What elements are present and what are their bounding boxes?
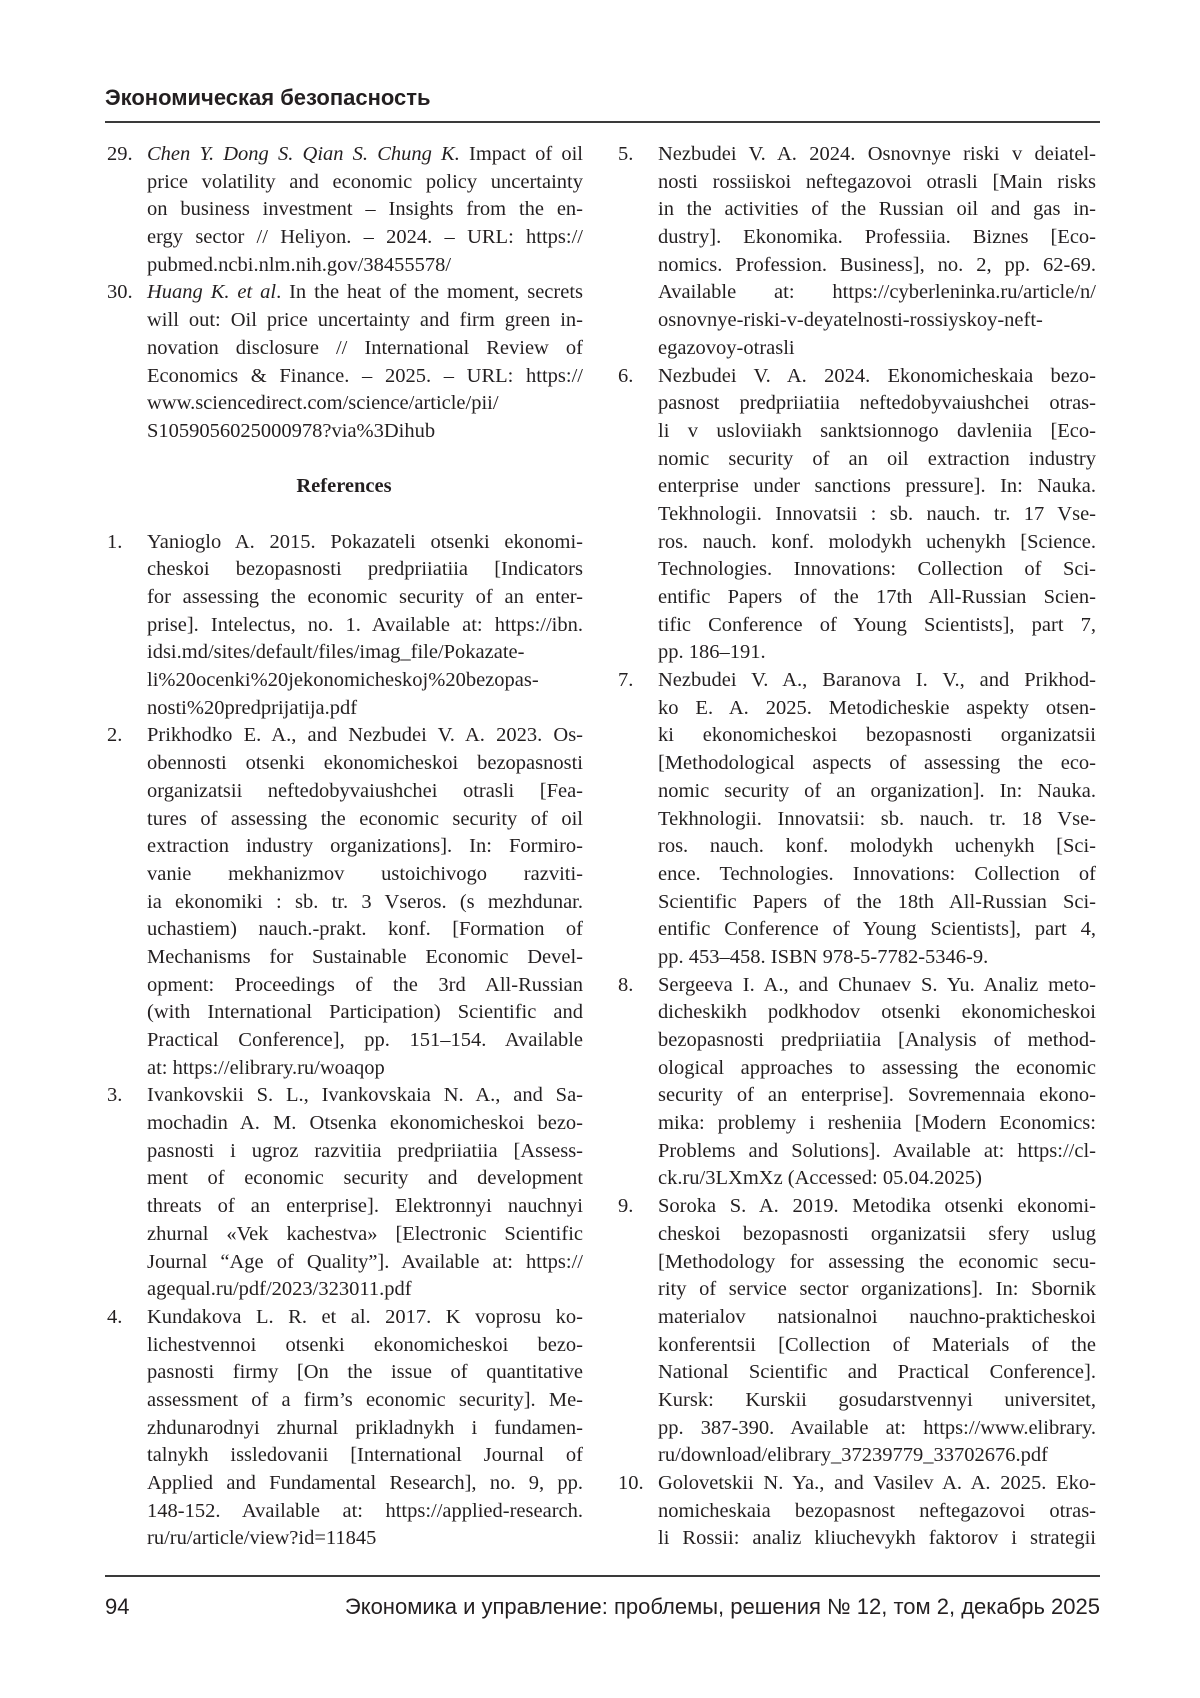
reference-text: threats of an enterprise]. Elektronnyi nauchnyi: [147, 1195, 583, 1218]
reference-line: [616, 1498, 1096, 1526]
reference-text: zhurnal «Vek kachestva» [Electronic Scientific: [147, 1222, 583, 1245]
reference-text: Yanioglo A. 2015. Pokazateli otsenki ekonomi-: [147, 530, 583, 553]
reference-text: uchastiem) nauch.-prakt. konf. [Formation of: [147, 918, 583, 941]
reference-text: Sergeeva I. A., and Chunaev S. Yu. Analiz meto-: [658, 973, 1096, 996]
reference-line: [616, 418, 1096, 446]
reference-text: cheskoi bezopasnosti predpriiatiia [Indicators: [147, 558, 583, 581]
reference-text: nomicheskaia bezopasnost neftegazovoi otras-: [658, 1499, 1096, 1522]
reference-line: [616, 1470, 1096, 1498]
page-number: 94: [105, 1594, 130, 1619]
reference-text: 148-152. Available at: https://applied-research.: [147, 1499, 583, 1522]
reference-number: 3.: [107, 1084, 123, 1107]
reference-line: [105, 778, 583, 806]
reference-line: [616, 169, 1096, 197]
reference-text: Ivankovskii S. L., Ivankovskaia N. A., and Sa-: [147, 1084, 583, 1107]
reference-text: prise]. Intelectus, no. 1. Available at: https://ibn.: [147, 613, 583, 636]
reference-text: (with International Participation) Scientific and: [147, 1001, 583, 1024]
reference-text: price volatility and economic policy uncertainty: [147, 170, 583, 193]
reference-line: [616, 224, 1096, 252]
reference-text: nomic security of an organization]. In: Nauka.: [658, 779, 1096, 802]
reference-text: egazovoy-otrasli: [658, 336, 795, 359]
reference-line: [105, 1249, 583, 1277]
reference-line: [105, 1359, 583, 1387]
reference-text: ki ekonomicheskoi bezopasnosti organizatsii: [658, 724, 1096, 747]
reference-line: [105, 1165, 583, 1193]
reference-line: [616, 1415, 1096, 1443]
reference-text: dustry]. Ekonomika. Professiia. Biznes [Eco-: [658, 226, 1096, 249]
reference-entry: [105, 1304, 583, 1553]
reference-text: nosti%20predprijatija.pdf: [147, 696, 358, 719]
reference-line: [105, 279, 583, 307]
reference-column-left: [105, 141, 583, 1553]
reference-line: [105, 196, 583, 224]
reference-text: [Methodological aspects of assessing the eco-: [658, 752, 1096, 775]
reference-entry: [105, 1082, 583, 1304]
reference-entry: [616, 1470, 1096, 1553]
reference-line: [105, 1332, 583, 1360]
reference-line: [616, 141, 1096, 169]
reference-number: 29.: [107, 143, 133, 165]
reference-text: www.sciencedirect.com/science/article/pii/: [147, 392, 499, 415]
reference-line: [616, 833, 1096, 861]
reference-text: agequal.ru/pdf/2023/323011.pdf: [147, 1278, 412, 1301]
reference-line: [105, 418, 583, 446]
reference-line: [105, 612, 583, 640]
reference-line: [105, 141, 583, 169]
reference-text: assessment of a firm’s economic security]. Me-: [147, 1388, 583, 1411]
reference-line: [616, 1276, 1096, 1304]
reference-line: [616, 335, 1096, 363]
reference-text: ia ekonomiki : sb. tr. 3 Vseros. (s mezhdunar.: [147, 890, 583, 913]
reference-line: [616, 1138, 1096, 1166]
reference-number: 2.: [107, 724, 123, 747]
reference-line: [105, 1138, 583, 1166]
reference-number: 7.: [618, 669, 634, 692]
reference-line: [616, 667, 1096, 695]
reference-line: [105, 1276, 583, 1304]
reference-line: [105, 390, 583, 418]
reference-text: tures of assessing the economic security of oil: [147, 807, 583, 830]
reference-line: [616, 778, 1096, 806]
reference-line: [616, 1193, 1096, 1221]
reference-entry: [616, 972, 1096, 1194]
reference-text: bezopasnosti predpriiatiia [Analysis of method-: [658, 1029, 1096, 1051]
reference-text: osnovnye-riski-v-deyatelnosti-rossiyskoy-neft-: [658, 309, 1043, 332]
reference-text: ru/download/elibrary_37239779_33702676.pdf: [658, 1444, 1049, 1467]
reference-text: mochadin A. M. Otsenka ekonomicheskoi bezo-: [147, 1112, 583, 1135]
reference-text: vanie mekhanizmov ustoichivogo razviti-: [147, 862, 583, 885]
reference-line: [105, 833, 583, 861]
reference-text: Technologies. Innovations: Collection of Sci-: [658, 558, 1096, 581]
reference-text: Soroka S. A. 2019. Metodika otsenki ekonomi-: [658, 1195, 1096, 1218]
reference-number: 30.: [107, 281, 133, 304]
header-divider: [105, 121, 1100, 123]
reference-line: [616, 1525, 1096, 1553]
reference-text: on business investment – Insights from the en-: [147, 198, 583, 221]
reference-text: lichestvennoi otsenki ekonomicheskoi bezo-: [147, 1333, 583, 1356]
reference-text: Kursk: Kurskii gosudarstvennyi universitet,: [658, 1388, 1096, 1411]
reference-line: [105, 556, 583, 584]
reference-entry: [105, 141, 583, 279]
reference-text: pasnost predpriiatiia neftedobyvaiushchei otras-: [658, 392, 1096, 415]
reference-text: Kundakova L. R. et al. 2017. K voprosu ko-: [147, 1305, 583, 1328]
reference-line: [105, 861, 583, 889]
reference-line: [105, 695, 583, 723]
reference-text: novation disclosure // International Review of: [147, 336, 583, 359]
reference-number: 6.: [618, 364, 634, 387]
reference-entry: [616, 667, 1096, 972]
reference-text: Available at: https://cyberleninka.ru/article/n/: [658, 281, 1096, 304]
reference-text: li%20ocenki%20jekonomicheskoj%20bezopas-: [147, 669, 539, 692]
reference-text: Nezbudei V. A. 2024. Ekonomicheskaia bezo-: [658, 364, 1096, 387]
reference-authors: Huang K. et al: [147, 281, 277, 304]
reference-line: [105, 722, 583, 750]
reference-authors: Chen Y. Dong S. Qian S. Chung K.: [147, 143, 460, 165]
reference-line: [105, 889, 583, 917]
reference-line: [616, 1082, 1096, 1110]
reference-line: [616, 1027, 1096, 1055]
reference-entry: [105, 279, 583, 445]
reference-entry: [105, 529, 583, 723]
reference-column-right: [616, 141, 1096, 1553]
reference-entry: [616, 1193, 1096, 1470]
reference-line: [105, 1498, 583, 1526]
reference-text: Tekhnologii. Innovatsii : sb. nauch. tr. 17 Vse-: [658, 502, 1096, 525]
reference-line: [105, 169, 583, 197]
reference-line: [105, 363, 583, 391]
reference-text: ros. nauch. konf. molodykh uchenykh [Sci-: [658, 835, 1096, 858]
reference-line: [616, 1165, 1096, 1193]
reference-text: pp. 453–458. ISBN 978-5-7782-5346-9.: [658, 945, 989, 968]
reference-line: [616, 446, 1096, 474]
reference-line: [105, 1110, 583, 1138]
reference-line: [616, 363, 1096, 391]
reference-line: [616, 1359, 1096, 1387]
reference-text: ment of economic security and development: [147, 1167, 583, 1190]
reference-line: [616, 196, 1096, 224]
reference-line: [105, 806, 583, 834]
reference-line: [105, 1221, 583, 1249]
reference-text: konferentsii [Collection of Materials of the: [658, 1333, 1096, 1356]
reference-line: [105, 307, 583, 335]
reference-text: tific Conference of Young Scientists], part 7,: [658, 613, 1096, 636]
reference-line: [105, 1304, 583, 1332]
reference-line: [616, 252, 1096, 280]
reference-line: [616, 1304, 1096, 1332]
reference-line: [105, 999, 583, 1027]
reference-text: S1059056025000978?via%3Dihub: [147, 419, 436, 442]
reference-line: [105, 1525, 583, 1553]
reference-line: [616, 1387, 1096, 1415]
reference-text: National Scientific and Practical Conference].: [658, 1361, 1096, 1384]
reference-line: [105, 584, 583, 612]
reference-line: [105, 1387, 583, 1415]
reference-text: Applied and Fundamental Research], no. 9, pp.: [147, 1472, 583, 1494]
reference-line: [616, 473, 1096, 501]
reference-text: in the activities of the Russian oil and gas in-: [658, 198, 1096, 221]
reference-text: Tekhnologii. Innovatsii: sb. nauch. tr. 18 Vse-: [658, 807, 1096, 830]
reference-text: enterprise under sanctions pressure]. In: Nauka.: [658, 475, 1096, 498]
reference-text: talnykh issledovanii [International Journal of: [147, 1444, 583, 1467]
reference-line: [616, 861, 1096, 889]
reference-line: [105, 529, 583, 557]
reference-text: Problems and Solutions]. Available at: https://cl-: [658, 1139, 1096, 1162]
reference-line: [616, 750, 1096, 778]
reference-text-segment: Impact of oil: [459, 143, 583, 165]
reference-line: [105, 1415, 583, 1443]
reference-text: idsi.md/sites/default/files/imag_file/Pokazate-: [147, 641, 525, 664]
reference-text: pubmed.ncbi.nlm.nih.gov/38455578/: [147, 253, 452, 276]
reference-line: [105, 252, 583, 280]
reference-text: [147, 141, 583, 169]
reference-line: [105, 972, 583, 1000]
reference-line: [616, 529, 1096, 557]
reference-line: [616, 390, 1096, 418]
reference-text: mika: problemy i resheniia [Modern Economics:: [658, 1112, 1096, 1135]
reference-text: Mechanisms for Sustainable Economic Devel-: [147, 945, 583, 968]
reference-text: Golovetskii N. Ya., and Vasilev A. A. 2025. Eko-: [658, 1472, 1096, 1494]
reference-text: [Methodology for assessing the economic secu-: [658, 1250, 1096, 1273]
reference-line: [616, 889, 1096, 917]
reference-line: [616, 501, 1096, 529]
blank-line: [105, 501, 583, 529]
reference-number: 5.: [618, 143, 634, 165]
reference-line: [616, 722, 1096, 750]
reference-number: 8.: [618, 973, 634, 996]
reference-text: Economics & Finance. – 2025. – URL: https://: [147, 364, 583, 387]
reference-line: [616, 279, 1096, 307]
reference-text: entific Conference of Young Scientists], part 4,: [658, 918, 1096, 941]
journal-issue: Экономика и управление: проблемы, решения № 12, том 2, декабрь 2025: [344, 1594, 1100, 1619]
reference-text: ence. Technologies. Innovations: Collection of: [658, 862, 1096, 885]
reference-text: ological approaches to assessing the economic: [658, 1056, 1096, 1079]
reference-line: [616, 1332, 1096, 1360]
reference-text: ros. nauch. konf. molodykh uchenykh [Science.: [658, 530, 1096, 553]
reference-text: organizatsii neftedobyvaiushchei otrasli [Fea-: [147, 779, 583, 802]
reference-text: dicheskikh podkhodov otsenki ekonomicheskoi: [658, 1001, 1096, 1024]
reference-text: obennosti otsenki ekonomicheskoi bezopasnosti: [147, 752, 583, 775]
reference-line: [616, 639, 1096, 667]
reference-text: zhdunarodnyi zhurnal prikladnykh i fundamen-: [147, 1416, 583, 1439]
reference-text: pasnosti i ugroz razvitiia predpriiatiia [Assess-: [147, 1139, 583, 1162]
reference-line: [616, 1249, 1096, 1277]
reference-line: [616, 806, 1096, 834]
reference-text: Scientific Papers of the 18th All-Russian Sci-: [658, 890, 1096, 913]
reference-line: [616, 1110, 1096, 1138]
reference-line: [105, 916, 583, 944]
reference-entry: [616, 141, 1096, 363]
reference-text: Nezbudei V. A., Baranova I. V., and Prikhod-: [658, 669, 1096, 692]
reference-text: opment: Proceedings of the 3rd All-Russian: [147, 973, 583, 996]
reference-text: Prikhodko E. A., and Nezbudei V. A. 2023. Os-: [147, 724, 583, 747]
reference-text: nomic security of an oil extraction industry: [658, 447, 1096, 470]
reference-text: materialov natsionalnoi nauchno-prakticheskoi: [658, 1305, 1096, 1328]
reference-line: [616, 1221, 1096, 1249]
reference-line: [105, 1470, 583, 1498]
reference-line: [616, 1442, 1096, 1470]
reference-line: [105, 335, 583, 363]
reference-text: li Rossii: analiz kliuchevykh faktorov i strategii: [658, 1527, 1096, 1550]
reference-line: [105, 1082, 583, 1110]
reference-text: at: https://elibrary.ru/woaqop: [147, 1056, 385, 1079]
reference-line: [105, 1055, 583, 1083]
reference-entry: [616, 363, 1096, 668]
reference-text: entific Papers of the 17th All-Russian Scien-: [658, 586, 1096, 608]
reference-text: [147, 279, 583, 307]
reference-line: [105, 667, 583, 695]
reference-text: ru/ru/article/view?id=11845: [147, 1527, 377, 1550]
footer-divider: [105, 1575, 1100, 1577]
reference-line: [616, 999, 1096, 1027]
reference-text: pp. 186–191.: [658, 641, 766, 664]
reference-line: [105, 224, 583, 252]
reference-number: 4.: [107, 1305, 123, 1328]
reference-line: [105, 1193, 583, 1221]
reference-line: [616, 1055, 1096, 1083]
reference-text: cheskoi bezopasnosti organizatsii sfery uslug: [658, 1222, 1096, 1245]
reference-text: for assessing the economic security of an enter-: [147, 586, 583, 608]
reference-line: [616, 556, 1096, 584]
reference-entry: [105, 722, 583, 1082]
reference-line: [105, 639, 583, 667]
reference-line: [616, 307, 1096, 335]
reference-text: extraction industry organizations]. In: Formiro-: [147, 835, 583, 858]
references-heading: References: [296, 475, 392, 498]
reference-text-segment: . In the heat of the moment, secrets: [276, 281, 583, 304]
reference-text: pasnosti firmy [On the issue of quantitative: [147, 1361, 583, 1384]
reference-number: 9.: [618, 1195, 634, 1218]
reference-text: nomics. Profession. Business], no. 2, pp. 62-69.: [658, 253, 1096, 276]
reference-number: 1.: [107, 530, 123, 553]
reference-text: nosti rossiiskoi neftegazovoi otrasli [Main risks: [658, 170, 1096, 193]
reference-number: 10.: [618, 1472, 644, 1494]
reference-line: [105, 750, 583, 778]
reference-text: will out: Oil price uncertainty and firm green in-: [147, 309, 583, 332]
reference-line: [616, 972, 1096, 1000]
reference-text: security of an enterprise]. Sovremennaia ekono-: [658, 1084, 1096, 1107]
blank-line: [105, 446, 583, 474]
reference-text: Practical Conference], pp. 151–154. Available: [147, 1029, 583, 1051]
reference-line: [105, 944, 583, 972]
reference-text: ergy sector // Heliyon. – 2024. – URL: https://: [147, 226, 583, 249]
reference-line: [616, 584, 1096, 612]
reference-line: [616, 944, 1096, 972]
reference-text: rity of service sector organizations]. In: Sbornik: [658, 1278, 1096, 1301]
reference-text: ck.ru/3LXmXz (Accessed: 05.04.2025): [658, 1167, 982, 1190]
reference-text: pp. 387-390. Available at: https://www.elibrary.: [658, 1416, 1096, 1439]
section-title: Экономическая безопасность: [105, 85, 431, 110]
reference-text: Nezbudei V. A. 2024. Osnovnye riski v deiatel-: [658, 143, 1096, 165]
reference-line: [105, 1027, 583, 1055]
reference-text: li v usloviiakh sanktsionnogo davleniia [Eco-: [658, 419, 1096, 442]
reference-line: [616, 916, 1096, 944]
reference-text: Journal “Age of Quality”]. Available at: https://: [147, 1250, 583, 1273]
reference-line: [616, 612, 1096, 640]
reference-line: [616, 695, 1096, 723]
reference-text: ko E. A. 2025. Metodicheskie aspekty otsen-: [658, 696, 1096, 719]
reference-line: [105, 1442, 583, 1470]
